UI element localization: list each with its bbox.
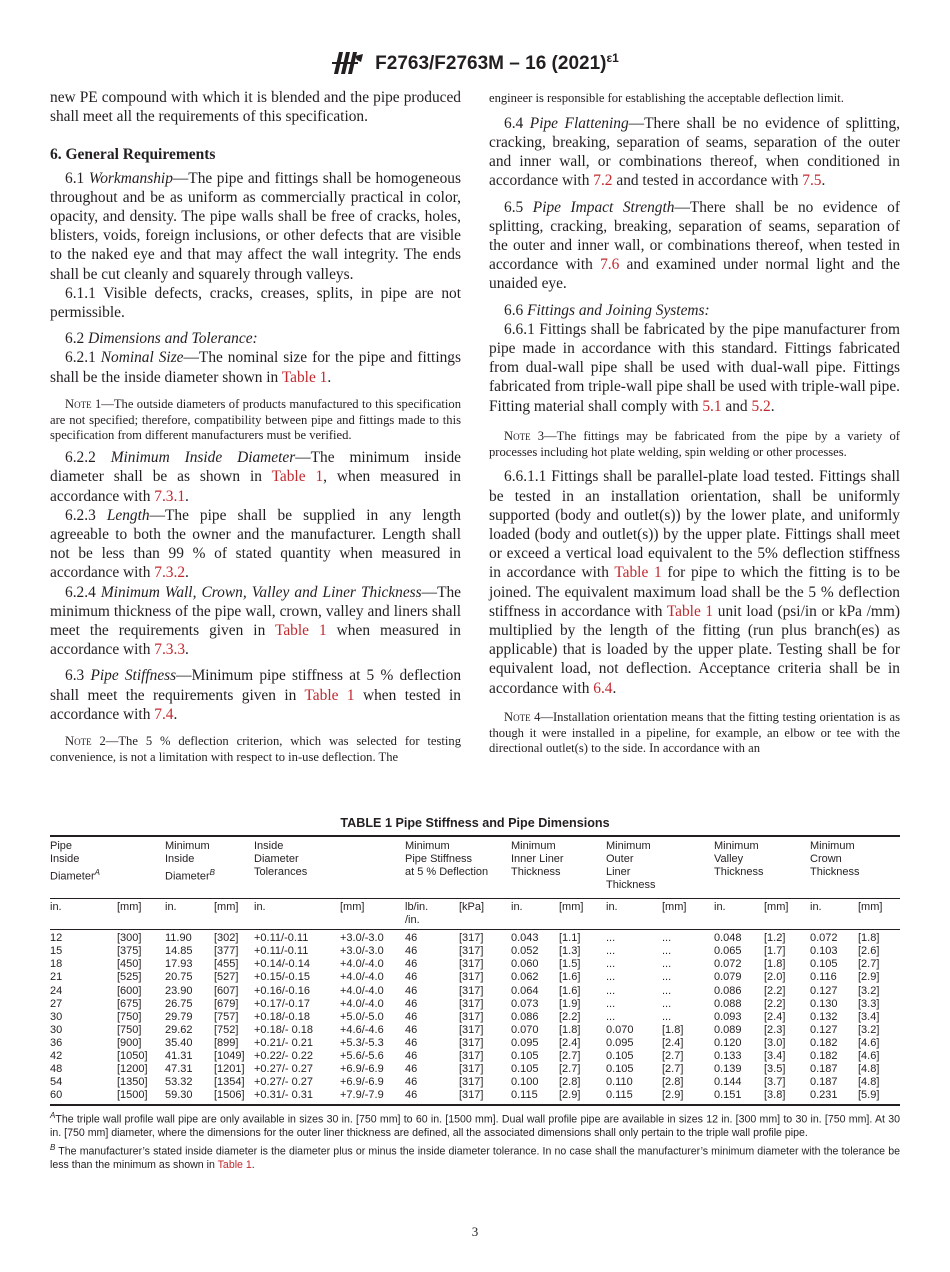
- table-cell: 0.127: [810, 1023, 838, 1036]
- table-cell: [2.9]: [662, 1089, 714, 1105]
- table-cell: 0.073: [511, 997, 539, 1010]
- table-cell: 46: [405, 1010, 418, 1023]
- table-cell: [317]: [459, 1089, 511, 1105]
- table-cell: [757]: [214, 1010, 239, 1023]
- table-cell: [1506]: [214, 1089, 254, 1105]
- table-cell: [4.8]: [858, 1076, 880, 1089]
- table-cell: 0.088: [714, 997, 742, 1010]
- table-cell: +6.9/-6.9: [340, 1063, 384, 1076]
- column-group-header: Minimum Outer Liner Thickness: [606, 836, 714, 899]
- table-cell: 0.095: [606, 1036, 634, 1049]
- table-cell: [679]: [214, 997, 239, 1010]
- table-cell: [1500]: [117, 1089, 165, 1105]
- table-cell: 11.90: [165, 930, 214, 946]
- section-7-3-2-link[interactable]: 7.3.2: [154, 564, 186, 582]
- table-cell: 0.052: [511, 945, 539, 958]
- table-cell: 0.043: [511, 930, 559, 946]
- section-6-2-3: 6.2.3 Length—The pipe shall be supplied in any length agreeable to both the owner and the manufacturer. Length shall not be less than 99 % of stated quantity when measured in accordance with 7.3.2.: [50, 506, 461, 582]
- table-cell: +0.18/- 0.18: [254, 1023, 314, 1036]
- table-cell: [1.8]: [559, 1023, 581, 1036]
- table-cell: 0.231: [810, 1089, 858, 1105]
- table-cell: 0.105: [606, 1050, 634, 1063]
- table-title: TABLE 1 Pipe Stiffness and Pipe Dimensions: [340, 816, 610, 830]
- section-7-3-3-link[interactable]: 7.3.3: [154, 641, 186, 659]
- table-cell: 46: [405, 930, 459, 946]
- table-cell: +4.6/-4.6: [340, 1023, 384, 1036]
- table-cell: [1200]: [117, 1063, 148, 1076]
- table-cell: 0.062: [511, 971, 539, 984]
- table-row: [50, 1037, 900, 1050]
- table-cell: 30: [50, 1010, 63, 1023]
- section-6-2-2: 6.2.2 Minimum Inside Diameter—The minimum inside diameter shall be as shown in Table 1, when measured in accordance with 7.3.1.: [50, 449, 461, 505]
- table-cell: 46: [405, 971, 418, 984]
- column-group-header: Minimum Valley Thickness: [714, 836, 810, 899]
- table-cell: +0.21/- 0.21: [254, 1036, 314, 1049]
- table-cell: [3.2]: [858, 984, 880, 997]
- table-cell: [2.8]: [559, 1076, 581, 1089]
- table-cell: ...: [606, 997, 616, 1010]
- table-cell: +3.0/-3.0: [340, 945, 384, 958]
- table-cell: 0.105: [810, 958, 838, 971]
- table-cell: [2.2]: [764, 997, 786, 1010]
- table-cell: 0.115: [606, 1089, 662, 1105]
- table-cell: [1.3]: [559, 945, 581, 958]
- table-cell: ...: [662, 958, 672, 971]
- table-cell: [1350]: [117, 1076, 148, 1089]
- section-6-5: 6.5 Pipe Impact Strength—There shall be no evidence of splitting, cracking, breaking, separation of seams, separation of the outer and inner wall, or combinations thereof, when tested in accordance with 7.6 and examined under normal light and the unaided eye.: [489, 198, 900, 293]
- table-cell: +0.14/-0.14: [254, 958, 310, 971]
- table-cell: [2.2]: [559, 1010, 581, 1023]
- table-cell: 36: [50, 1036, 63, 1049]
- column-group-header: Minimum Pipe Stiffness at 5 % Deflection: [405, 836, 511, 899]
- table-cell: [3.4]: [764, 1050, 786, 1063]
- table-cell: 12: [50, 930, 117, 946]
- table-cell: 0.086: [714, 984, 742, 997]
- table-cell: 17.93: [165, 958, 193, 971]
- table-cell: 0.187: [810, 1063, 838, 1076]
- unit-header: [mm]: [559, 899, 606, 930]
- right-column: [489, 91, 900, 757]
- table-cell: +0.27/- 0.27: [254, 1076, 314, 1089]
- unit-header: in.: [810, 899, 858, 930]
- section-5-1-link[interactable]: 5.1: [702, 397, 722, 415]
- table-cell: +4.0/-4.0: [340, 958, 384, 971]
- table-cell: +0.27/- 0.27: [254, 1063, 314, 1076]
- table-1-link[interactable]: Table 1: [614, 564, 662, 582]
- table-cell: 0.086: [511, 1010, 539, 1023]
- table-cell: [2.3]: [764, 1023, 786, 1036]
- table-cell: [375]: [117, 945, 142, 958]
- unit-header: in.: [165, 899, 214, 930]
- table-cell: 0.132: [810, 1010, 838, 1023]
- table-cell: 0.089: [714, 1023, 742, 1036]
- table-cell: ...: [606, 945, 616, 958]
- astm-logo-icon: [331, 50, 365, 76]
- table-cell: +0.22/- 0.22: [254, 1050, 314, 1063]
- page-header: [0, 50, 950, 76]
- table-cell: [1.1]: [559, 930, 606, 946]
- table-cell: [317]: [459, 1010, 484, 1023]
- table-cell: 0.182: [810, 1036, 838, 1049]
- column-group-header: Inside Diameter Tolerances: [254, 836, 405, 899]
- table-row: [50, 930, 900, 946]
- table-cell: ...: [606, 984, 616, 997]
- table-cell: ...: [606, 1010, 616, 1023]
- table-cell: [2.7]: [858, 958, 880, 971]
- table-cell: +5.0/-5.0: [340, 1010, 384, 1023]
- document-title: F2763/F2763M – 16 $(2021)^{\varepsilon 1}$: [375, 51, 619, 74]
- table-cell: [525]: [117, 971, 142, 984]
- table-cell: ...: [662, 984, 672, 997]
- table-cell: 0.105: [511, 1050, 539, 1063]
- section-6-1: 6.1 Workmanship—The pipe and fittings shall be homogeneous throughout and be as uniform as commercially practical in color, opacity, and density. The pipe walls shall be free of cracks, holes, blisters, voids, foreign inclusions, or other defects that are visible to the naked eye and that may affect the wall integrity. The ends shall be cut cleanly and squarely through valleys.: [50, 169, 461, 283]
- table-cell: [2.0]: [764, 971, 786, 984]
- table-cell: [317]: [459, 1050, 484, 1063]
- unit-header: in.: [254, 899, 340, 930]
- paragraph-continued: new PE compound with which it is blended and the pipe produced shall meet all the requirements of this specification.: [50, 89, 461, 126]
- table-cell: 0.070: [511, 1023, 539, 1036]
- table-cell: +4.0/-4.0: [340, 971, 384, 984]
- table-cell: 0.120: [714, 1036, 742, 1049]
- table-cell: [377]: [214, 945, 239, 958]
- table-cell: 0.060: [511, 958, 539, 971]
- table-cell: [752]: [214, 1023, 239, 1036]
- table-cell: 0.105: [606, 1063, 634, 1076]
- table-cell: 0.127: [810, 984, 838, 997]
- table-cell: 0.139: [714, 1063, 742, 1076]
- table-cell: [317]: [459, 984, 484, 997]
- footnote-a: $^A$The triple wall profile wall pipe are only available in sizes 30 in. [750 mm] to 60 in. [1500 mm]. Dual wall profile pipe are available in sizes 12 in. [300 mm] to 30 in. [750 mm]. At 30 in. [750 mm] diameter, where the dimensions for the outer liner thickness are defined, all the associated dimensions shall only pertain to the triple wall profile pipe.: [50, 1111, 900, 1140]
- table-cell: [317]: [459, 997, 484, 1010]
- table-cell: 0.065: [714, 945, 742, 958]
- table-cell: 0.105: [511, 1063, 539, 1076]
- section-6-4-link[interactable]: 6.4: [593, 679, 613, 697]
- table-1-link[interactable]: Table 1: [275, 622, 327, 640]
- table-cell: [3.7]: [764, 1076, 786, 1089]
- table-cell: [750]: [117, 1010, 142, 1023]
- table-cell: [2.9]: [559, 1089, 606, 1105]
- table-1-link[interactable]: Table 1: [281, 368, 328, 386]
- table-cell: ...: [662, 930, 714, 946]
- unit-header: in.: [714, 899, 764, 930]
- section-heading-6: 6. General Requirements: [50, 146, 216, 164]
- table-cell: [1049]: [214, 1050, 245, 1063]
- table-cell: 0.151: [714, 1089, 764, 1105]
- table-cell: [1050]: [117, 1050, 148, 1063]
- table-cell: 48: [50, 1063, 63, 1076]
- unit-header: [mm]: [662, 899, 714, 930]
- table-cell: [1.6]: [559, 971, 581, 984]
- table-cell: ...: [662, 971, 672, 984]
- table-cell: 0.095: [511, 1036, 539, 1049]
- table-cell: [1354]: [214, 1076, 245, 1089]
- table-cell: [3.0]: [764, 1036, 786, 1049]
- table-cell: 0.079: [714, 971, 742, 984]
- table-cell: 24: [50, 984, 63, 997]
- note-3: Note 3—The fittings may be fabricated from the pipe by a variety of processes including hot plate welding, spin welding or other processes.: [489, 428, 900, 459]
- section-6-4: 6.4 Pipe Flattening—There shall be no evidence of splitting, cracking, breaking, separation of seams, separation of the outer and inner wall, or combinations thereof, when conditioned in accordance with 7.2 and tested in accordance with 7.5.: [489, 114, 901, 190]
- table-cell: 0.103: [810, 945, 838, 958]
- unit-header: [mm]: [340, 899, 405, 930]
- table-cell: 29.79: [165, 1010, 193, 1023]
- section-6-6: 6.6 Fittings and Joining Systems:: [504, 301, 710, 319]
- table-cell: +6.9/-6.9: [340, 1076, 384, 1089]
- section-7-3-1-link[interactable]: 7.3.1: [154, 487, 186, 505]
- note-2-continued: engineer is responsible for establishing the acceptable deflection limit.: [489, 91, 844, 105]
- table-cell: 53.32: [165, 1076, 193, 1089]
- table-cell: ...: [606, 971, 616, 984]
- table-cell: [900]: [117, 1036, 142, 1049]
- table-cell: [1.7]: [764, 945, 786, 958]
- table-cell: +0.11/-0.11: [254, 930, 340, 946]
- table-cell: [2.4]: [662, 1036, 684, 1049]
- table-cell: +7.9/-7.9: [340, 1089, 405, 1105]
- table-cell: 23.90: [165, 984, 193, 997]
- table-cell: [1.5]: [559, 958, 581, 971]
- footnote-b: $^B$ The manufacturer’s stated inside diameter is the diameter plus or minus the inside diameter tolerance. In no case shall the manufacturer’s minimum diameter with the tolerance be less than the minimum as shown in Table 1.: [50, 1142, 900, 1171]
- note-1: Note 1—The outside diameters of products manufactured to this specification are not specified; therefore, compatibility between pipe and fittings made to this specification from different manufacturers must be verified.: [50, 396, 461, 443]
- table-cell: ...: [606, 930, 662, 946]
- table-cell: [1.8]: [858, 930, 900, 946]
- table-cell: [1.9]: [559, 997, 581, 1010]
- table-cell: ...: [662, 945, 672, 958]
- table-1-link[interactable]: Table 1: [304, 686, 355, 704]
- table-cell: [1201]: [214, 1063, 245, 1076]
- note-4: Note 4—Installation orientation means that the fitting testing orientation is as though it were installed in a pipeline, for example, an elbow or tee with the directional outlet(s) to the side. In accordance with an: [489, 709, 900, 756]
- table-cell: 0.130: [810, 997, 838, 1010]
- table-cell: [317]: [459, 971, 484, 984]
- table-cell: +3.0/-3.0: [340, 930, 405, 946]
- section-6-2-4: 6.2.4 Minimum Wall, Crown, Valley and Liner Thickness—The minimum thickness of the pipe wall, crown, valley and liners shall meet the requirements given in Table 1 when measured in accordance with 7.3.3.: [50, 583, 461, 659]
- table-cell: 0.070: [606, 1023, 634, 1036]
- table-cell: [1.2]: [764, 930, 810, 946]
- group-header-row: [50, 836, 900, 899]
- table-cell: [317]: [459, 1036, 484, 1049]
- table-cell: +0.11/-0.11: [254, 945, 309, 958]
- table-row: [50, 998, 900, 1011]
- section-6-1-1: 6.1.1 Visible defects, cracks, creases, splits, in pipe are not permissible.: [50, 284, 461, 322]
- table-cell: [750]: [117, 1023, 142, 1036]
- table-cell: [3.3]: [858, 997, 880, 1010]
- table-cell: 0.110: [606, 1076, 633, 1089]
- table-1-link[interactable]: Table 1: [217, 1158, 252, 1171]
- table-cell: +5.6/-5.6: [340, 1050, 384, 1063]
- unit-header: in.: [50, 899, 117, 930]
- table-cell: [450]: [117, 958, 142, 971]
- table-cell: [317]: [459, 1023, 484, 1036]
- unit-header: in.: [511, 899, 559, 930]
- table-cell: [2.2]: [764, 984, 786, 997]
- unit-header: [kPa]: [459, 899, 511, 930]
- table-1-link[interactable]: Table 1: [666, 602, 714, 620]
- unit-header: [mm]: [117, 899, 165, 930]
- table-row: [50, 1011, 900, 1024]
- table-cell: [607]: [214, 984, 239, 997]
- table-cell: [2.8]: [662, 1076, 684, 1089]
- table-cell: 0.133: [714, 1050, 742, 1063]
- table-cell: [2.7]: [559, 1063, 581, 1076]
- column-group-header: Minimum Inner Liner Thickness: [511, 836, 606, 899]
- table-cell: [3.8]: [764, 1089, 810, 1105]
- table-cell: 42: [50, 1050, 63, 1063]
- column-group-header: Minimum Inside Diameter$^B$: [165, 836, 254, 899]
- table-cell: [300]: [117, 930, 165, 946]
- table-cell: +0.17/-0.17: [254, 997, 310, 1010]
- table-cell: 0.144: [714, 1076, 742, 1089]
- table-cell: 46: [405, 1063, 418, 1076]
- table-cell: [3.5]: [764, 1063, 786, 1076]
- table-cell: [317]: [459, 930, 511, 946]
- table-cell: 30: [50, 1023, 63, 1036]
- table-cell: [5.9]: [858, 1089, 900, 1105]
- section-6-6-1-1: 6.6.1.1 Fittings shall be parallel-plate load tested. Fittings shall be tested in an installation orientation, shall be uniformly supported (body and outlet(s)) by the lower plate, and uniformly loaded (body and outlet(s)) by the upper plate. Fittings shall meet or exceed a vertical load equivalent to the 5% deflection stiffness in accordance with Table 1 for pipe to which the fitting is to be joined. The equivalent maximum load shall be the 5 % deflection stiffness in accordance with Table 1 unit load (psi/in or kPa /mm) multiplied by the length of the fitting (run plus branch(es) as applicable) that is loaded by the upper plate. Testing shall be for equivalent load, not deflection. Acceptance criteria shall be in accordance with 6.4.: [489, 468, 901, 697]
- table-cell: +0.31/- 0.31: [254, 1089, 340, 1105]
- table-cell: 0.116: [810, 971, 837, 984]
- table-row: [50, 1063, 900, 1076]
- table-cell: 46: [405, 945, 418, 958]
- section-7-2-link[interactable]: 7.2: [593, 172, 613, 190]
- section-7-4-link[interactable]: 7.4: [154, 705, 174, 723]
- unit-header: in.: [606, 899, 662, 930]
- table-cell: 46: [405, 1036, 418, 1049]
- unit-header: [mm]: [858, 899, 900, 930]
- table-cell: [4.6]: [858, 1050, 880, 1063]
- table-body: [50, 930, 900, 1106]
- table-cell: 0.072: [810, 930, 858, 946]
- table-cell: +4.0/-4.0: [340, 997, 384, 1010]
- table-cell: 46: [405, 1089, 459, 1105]
- table-cell: [1.8]: [764, 958, 786, 971]
- section-6-3: 6.3 Pipe Stiffness—Minimum pipe stiffness at 5 % deflection shall meet the requirements given in Table 1 when tested in accordance with 7.4.: [50, 667, 462, 723]
- table-cell: [3.2]: [858, 1023, 880, 1036]
- table-cell: 29.62: [165, 1023, 193, 1036]
- table-cell: [2.6]: [858, 945, 880, 958]
- table-cell: +4.0/-4.0: [340, 984, 384, 997]
- unit-header: [mm]: [764, 899, 810, 930]
- table-cell: +0.18/-0.18: [254, 1010, 310, 1023]
- unit-header: [mm]: [214, 899, 254, 930]
- table-cell: [4.8]: [858, 1063, 880, 1076]
- note-2: Note 2—The 5 % deflection criterion, which was selected for testing convenience, is not a limitation with respect to in-use deflection. The: [50, 734, 461, 764]
- table-cell: 0.115: [511, 1089, 559, 1105]
- table-cell: 15: [50, 945, 63, 958]
- table-cell: 0.072: [714, 958, 742, 971]
- table-cell: 60: [50, 1089, 117, 1105]
- table-cell: [675]: [117, 997, 142, 1010]
- table-cell: [600]: [117, 984, 142, 997]
- table-cell: [2.7]: [662, 1063, 684, 1076]
- table-cell: 46: [405, 984, 418, 997]
- table-cell: [2.7]: [662, 1050, 684, 1063]
- pipe-stiffness-table: [50, 835, 900, 1106]
- table-cell: 20.75: [165, 971, 193, 984]
- table-cell: ...: [606, 958, 616, 971]
- section-7-5-link[interactable]: 7.5: [802, 172, 822, 190]
- table-cell: [527]: [214, 971, 239, 984]
- table-1-link[interactable]: Table 1: [271, 468, 324, 486]
- page-number: 3: [471, 1224, 479, 1239]
- table-cell: 21: [50, 971, 63, 984]
- table-cell: 47.31: [165, 1063, 193, 1076]
- section-6-2: 6.2 Dimensions and Tolerance:: [65, 330, 258, 348]
- table-cell: 46: [405, 958, 418, 971]
- table-row: [50, 1089, 900, 1105]
- table-cell: 0.048: [714, 930, 764, 946]
- table-cell: ...: [662, 997, 672, 1010]
- section-6-2-1: 6.2.1 Nominal Size—The nominal size for the pipe and fittings shall be the inside diameter shown in Table 1.: [50, 349, 461, 386]
- table-cell: 59.30: [165, 1089, 214, 1105]
- column-group-header: Minimum Crown Thickness: [810, 836, 900, 899]
- table-cell: +0.15/-0.15: [254, 971, 310, 984]
- table-cell: [4.6]: [858, 1036, 880, 1049]
- table-cell: [2.4]: [764, 1010, 786, 1023]
- table-row: [50, 958, 900, 971]
- table-cell: 46: [405, 1050, 418, 1063]
- table-cell: [455]: [214, 958, 239, 971]
- table-cell: +0.16/-0.16: [254, 984, 310, 997]
- table-cell: 0.100: [511, 1076, 539, 1089]
- table-cell: [1.6]: [559, 984, 581, 997]
- table-cell: 35.40: [165, 1036, 193, 1049]
- table-cell: 0.064: [511, 984, 539, 997]
- table-row: [50, 1050, 900, 1063]
- left-column: [50, 88, 461, 766]
- table-cell: [2.7]: [559, 1050, 581, 1063]
- table-cell: [317]: [459, 1063, 484, 1076]
- table-row: [50, 1024, 900, 1037]
- table-row: [50, 1076, 900, 1089]
- table-cell: 46: [405, 997, 418, 1010]
- table-cell: 0.182: [810, 1050, 838, 1063]
- section-6-6-1: 6.6.1 Fittings shall be fabricated by the pipe manufacturer from pipe made in accordance with this standard. Fittings fabricated from dual-wall pipe shall be used with dual-wall pipe. Fittings fabricated from triple-wall pipe shall be used with triple-wall pipe. Fitting material shall comply with 5.1 and 5.2.: [489, 320, 900, 415]
- table-cell: [317]: [459, 945, 484, 958]
- table-cell: [2.9]: [858, 971, 880, 984]
- unit-header-row: [50, 899, 900, 930]
- table-cell: [302]: [214, 930, 254, 946]
- unit-header: lb/in. /in.: [405, 899, 459, 930]
- section-5-2-link[interactable]: 5.2: [751, 397, 771, 415]
- table-cell: 0.187: [810, 1076, 838, 1089]
- table-cell: [2.4]: [559, 1036, 581, 1049]
- table-cell: 14.85: [165, 945, 193, 958]
- table-cell: 54: [50, 1076, 63, 1089]
- table-cell: 41.31: [165, 1050, 193, 1063]
- table-row: [50, 985, 900, 998]
- table-cell: 0.093: [714, 1010, 742, 1023]
- table-cell: 26.75: [165, 997, 193, 1010]
- table-cell: +5.3/-5.3: [340, 1036, 384, 1049]
- table-cell: 46: [405, 1023, 418, 1036]
- table-cell: [317]: [459, 1076, 484, 1089]
- table-cell: [3.4]: [858, 1010, 880, 1023]
- table-cell: 46: [405, 1076, 418, 1089]
- table-cell: 27: [50, 997, 63, 1010]
- table-cell: [317]: [459, 958, 484, 971]
- table-cell: [1.8]: [662, 1023, 684, 1036]
- table-1: [50, 816, 900, 1172]
- column-group-header: Pipe Inside Diameter$^A$: [50, 836, 165, 899]
- table-row: [50, 945, 900, 958]
- table-row: [50, 971, 900, 984]
- table-cell: [899]: [214, 1036, 239, 1049]
- table-cell: ...: [662, 1010, 672, 1023]
- section-7-6-link[interactable]: 7.6: [600, 256, 620, 274]
- table-cell: 18: [50, 958, 63, 971]
